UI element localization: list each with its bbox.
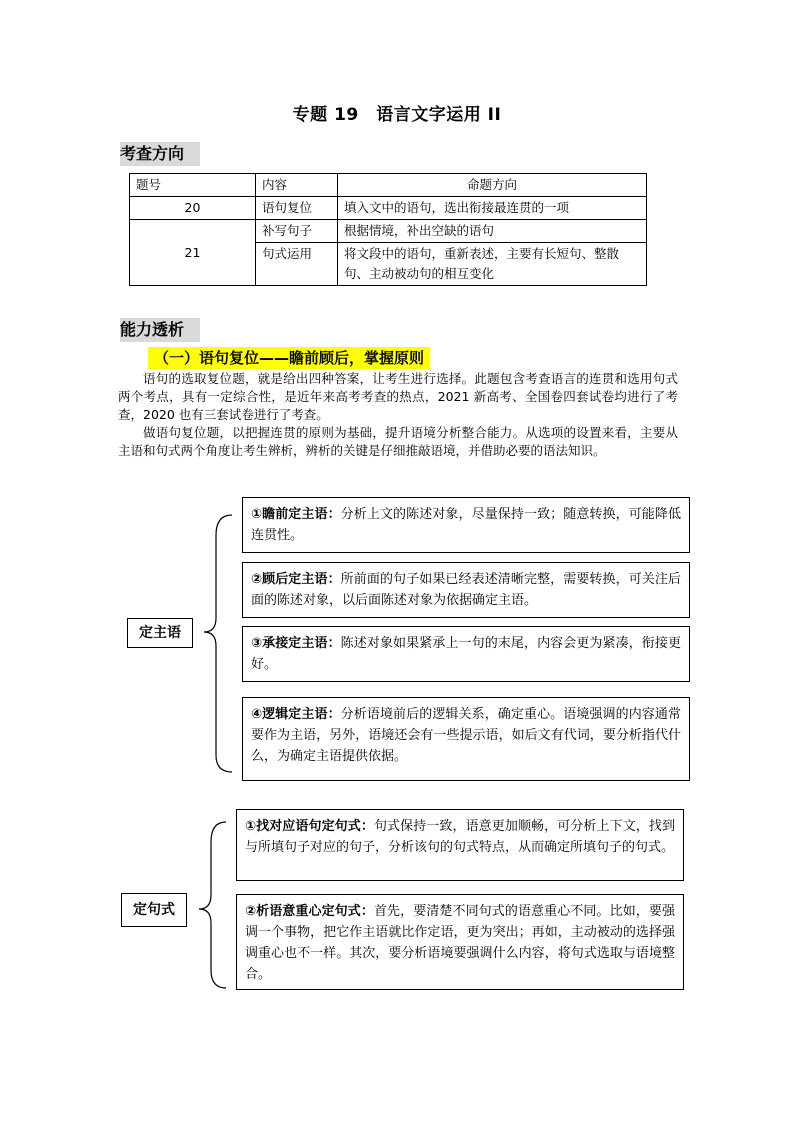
rule-head: ③承接定主语： xyxy=(251,636,341,651)
rule-head: ②顾后定主语： xyxy=(251,572,341,587)
table-row xyxy=(130,220,647,243)
rule-body: 陈述对象如果紧承上一句的末尾，内容会更为紧凑，衔接更好。 xyxy=(251,636,681,672)
table-cell-direction: 填入文中的语句，选出衔接最连贯的一项 xyxy=(338,197,647,220)
subheading-sentence-restore: （一）语句复位——瞻前顾后，掌握原则 xyxy=(148,347,430,369)
table-cell-direction: 根据情境，补出空缺的语句 xyxy=(338,220,647,243)
table-header-cell: 命题方向 xyxy=(338,174,647,197)
rule-body: 句式保持一致，语意更加顺畅，可分析上下文，找到与所填句子对应的句子，分析该句的句式特点，从而确定所填句子的句式。 xyxy=(245,819,675,855)
exam-direction-table xyxy=(129,173,647,286)
table-header-row xyxy=(130,174,647,197)
rule-body: 所前面的句子如果已经表述清晰完整，需要转换，可关注后面的陈述对象，以后面陈述对象为依据确定主语。 xyxy=(251,572,681,608)
paragraph: 语句的选取复位题，就是给出四种答案，让考生进行选择。此题包含考查语言的连贯和选用句式两个考点，具有一定综合性，是近年来高考考查的热点，2021 新高考、全国卷四套试卷均进行了考查，2020 也有三套试卷进行了考查。 xyxy=(118,371,678,422)
table-cell-num: 20 xyxy=(130,197,256,220)
page-title: 专题 19 语言文字运用 II xyxy=(292,105,502,125)
table-header-cell: 题号 xyxy=(130,174,256,197)
table-cell-direction: 将文段中的语句，重新表述，主要有长短句、整散句、主动被动句的相互变化 xyxy=(338,243,647,286)
rule-body: 分析上文的陈述对象，尽量保持一致；随意转换，可能降低连贯性。 xyxy=(251,507,681,543)
section-heading-exam-direction: 考查方向 xyxy=(120,142,200,166)
rule-box xyxy=(242,497,690,553)
rule-box xyxy=(242,562,690,618)
rule-box xyxy=(242,626,690,682)
rule-body: 首先，要清楚不同句式的语意重心不同。比如，要强调一个事物，把它作主语就比作定语，更为突出；再如，主动被动的选择强调重心也不一样。其次，要分析语境要强调什么内容，将句式选取与语境整合。 xyxy=(245,904,675,982)
label-subject: 定主语 xyxy=(127,618,193,648)
rule-box xyxy=(236,809,684,881)
rule-box xyxy=(242,697,690,781)
rule-body: 分析语境前后的逻辑关系，确定重心。语境强调的内容通常要作为主语，另外，语境还会有一些提示语，如后文有代词，要分析指代什么，为确定主语提供依据。 xyxy=(251,707,681,764)
paragraph: 做语句复位题，以把握连贯的原则为基础，提升语境分析整合能力。从选项的设置来看，主要从主语和句式两个角度让考生辨析，辨析的关键是仔细推敲语境，并借助必要的语法知识。 xyxy=(118,425,678,458)
table-cell-content: 补写句子 xyxy=(256,220,338,243)
table-cell-content: 句式运用 xyxy=(256,243,338,286)
table-header-cell: 内容 xyxy=(256,174,338,197)
table-cell-content: 语句复位 xyxy=(256,197,338,220)
rule-head: ①瞻前定主语： xyxy=(251,507,341,522)
label-sentence-pattern: 定句式 xyxy=(121,893,187,927)
rule-head: ①找对应语句定句式： xyxy=(245,819,374,834)
brace-sentence-pattern xyxy=(199,822,226,988)
table-cell-num: 21 xyxy=(130,220,256,286)
table-row xyxy=(130,197,647,220)
rule-head: ②析语意重心定句式： xyxy=(245,904,374,919)
section-heading-ability: 能力透析 xyxy=(120,318,200,342)
rule-box xyxy=(236,894,684,990)
brace-subject xyxy=(204,515,232,772)
rule-head: ④逻辑定主语： xyxy=(251,707,341,722)
